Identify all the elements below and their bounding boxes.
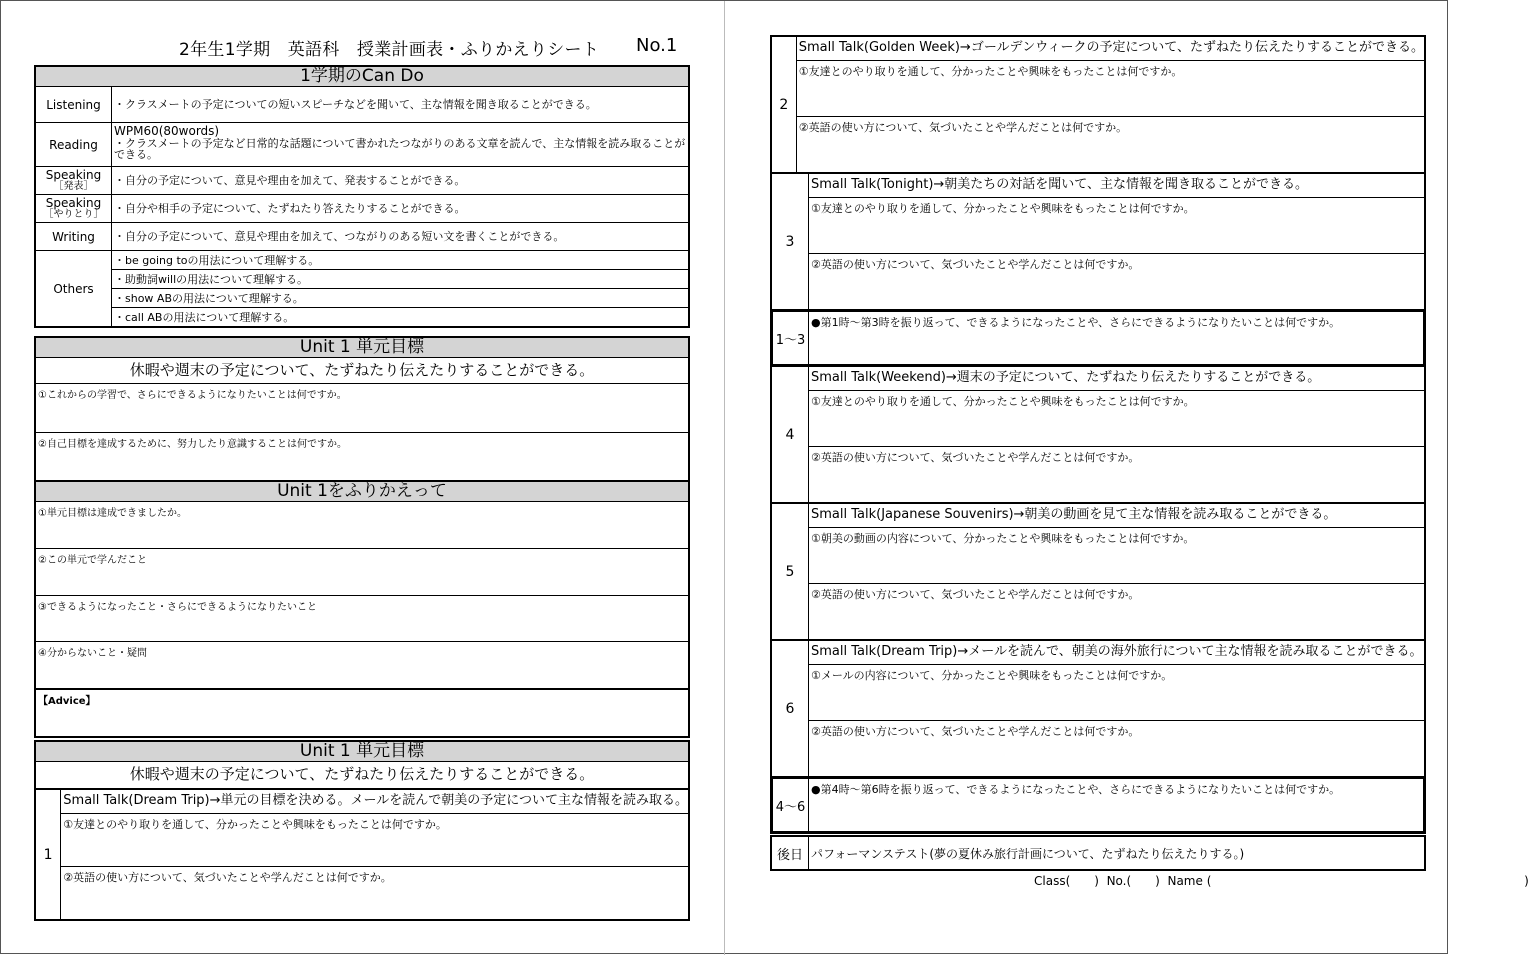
cando-table — [34, 65, 690, 328]
others-item: ・be going toの用法について理解する。 — [114, 254, 320, 267]
lesson-task: Small Talk(Dream Trip)→メールを読んで、朝美の海外旅行について主な情報を読み取ることができる。 — [809, 641, 1424, 665]
lesson-question-1: ①友達とのやり取りを通して、分かったことや興味をもったことは何ですか。 — [811, 202, 1195, 215]
lesson-question-1: ①朝美の動画の内容について、分かったことや興味をもったことは何ですか。 — [811, 532, 1195, 545]
cando-sublabel: ［やりとり］ — [43, 208, 104, 220]
cando-label: Writing — [52, 229, 95, 244]
reflection-heading: Unit 1をふりかえって — [36, 482, 688, 502]
unit-goal-text: 休暇や週末の予定について、たずねたり伝えたりすることができる。 — [36, 358, 688, 384]
advice-field[interactable] — [36, 688, 688, 736]
reflection-question-2: ②この単元で学んだこと — [38, 554, 147, 566]
lesson-question-2: ②英語の使い方について、気づいたことや学んだことは何ですか。 — [63, 871, 392, 884]
lesson-answer-field-2[interactable] — [61, 866, 688, 919]
reflection-question-1: ①単元目標は達成できましたか。 — [38, 508, 187, 519]
review-answer-field[interactable] — [809, 779, 1423, 831]
cando-row-reading — [36, 122, 688, 166]
cando-text: ・クラスメートの予定についての短いスピーチなどを聞いて、主な情報を聞き取ることができる。 — [114, 98, 597, 111]
lesson-task: Small Talk(Japanese Souvenirs)→朝美の動画を見て主な情報を読み取ることができる。 — [809, 504, 1424, 528]
reflection-field-3[interactable] — [36, 595, 688, 642]
performance-test-row — [770, 835, 1426, 871]
cando-row-listening — [36, 87, 688, 122]
reflection-box — [34, 480, 690, 738]
lesson-task: Small Talk(Dream Trip)→単元の目標を決める。メールを読んで朝美の予定について主な情報を読み取る。 — [61, 790, 688, 814]
unit-goal-heading: Unit 1 単元目標 — [36, 338, 688, 358]
lesson-question-1: ①友達とのやり取りを通して、分かったことや興味をもったことは何ですか。 — [798, 65, 1183, 78]
others-item: ・call ABの用法について理解する。 — [112, 307, 688, 326]
lesson-number: 4 — [772, 367, 809, 502]
lesson-task: Small Talk(Weekend)→週末の予定について、たずねたり伝えたりすることができる。 — [809, 367, 1424, 391]
unit-goal-box — [34, 336, 690, 483]
goal-answer-field-2[interactable] — [36, 432, 688, 481]
page-divider — [724, 1, 725, 955]
lesson-answer-field-2[interactable] — [809, 446, 1424, 502]
lesson-answer-field-1[interactable] — [809, 391, 1424, 446]
cando-text: ・クラスメートの予定など日常的な話題について書かれたつながりのある文章を読んで、主な情報を読み取ることができる。 — [114, 137, 686, 161]
lesson-number: 3 — [772, 174, 809, 309]
cando-label: Speaking — [45, 195, 102, 210]
goal-answer-field-1[interactable] — [36, 384, 688, 432]
review-question: ●第1時～第3時を振り返って、できるようになったことや、さらにできるようになりたいことは何ですか。 — [811, 316, 1341, 329]
lesson-answer-field-1[interactable] — [797, 61, 1424, 116]
lesson-3 — [770, 172, 1426, 311]
cando-row-speaking-interaction — [36, 194, 688, 222]
review-4-6 — [770, 776, 1426, 834]
lesson-answer-field-2[interactable] — [797, 116, 1424, 172]
lesson-task: Small Talk(Tonight)→朝美たちの対話を聞いて、主な情報を聞き取ることができる。 — [809, 174, 1424, 198]
reflection-field-1[interactable] — [36, 502, 688, 548]
lesson-question-1: ①友達とのやり取りを通して、分かったことや興味をもったことは何ですか。 — [811, 395, 1195, 408]
lesson-6 — [770, 639, 1426, 778]
student-info-line[interactable]: Class( ) No.( ) Name ( ) — [1034, 874, 1529, 888]
others-item: ・show ABの用法について理解する。 — [112, 288, 688, 307]
review-question: ●第4時～第6時を振り返って、できるようになったことや、さらにできるようになりたいことは何ですか。 — [811, 783, 1341, 796]
document-number: No.1 — [636, 35, 678, 56]
lesson-5 — [770, 502, 1426, 641]
review-1-3 — [770, 309, 1426, 367]
later-label: 後日 — [772, 837, 809, 869]
lesson-2 — [770, 35, 1426, 174]
lesson-answer-field-1[interactable] — [809, 665, 1424, 720]
cando-sublabel: ［発表］ — [53, 180, 94, 192]
lesson-number: 2 — [772, 37, 797, 172]
lesson-number: 1 — [36, 790, 61, 919]
unit-goal-box-2 — [34, 740, 690, 790]
lesson-number: 5 — [772, 504, 809, 639]
cando-text: ・自分の予定について、意見や理由を加えて、つながりのある短い文を書くことができる。 — [114, 230, 565, 243]
reflection-question-4: ④分からないこと・疑問 — [38, 648, 147, 660]
lesson-question-1: ①友達とのやり取りを通して、分かったことや興味をもったことは何ですか。 — [63, 818, 447, 831]
lesson-question-2: ②英語の使い方について、気づいたことや学んだことは何ですか。 — [811, 725, 1140, 738]
lesson-question-2: ②英語の使い方について、気づいたことや学んだことは何ですか。 — [811, 258, 1140, 271]
unit-goal-text-2: 休暇や週末の予定について、たずねたり伝えたりすることができる。 — [129, 765, 595, 783]
lesson-answer-field-1[interactable] — [809, 198, 1424, 253]
reflection-field-4[interactable] — [36, 641, 688, 688]
worksheet-title: 2年生1学期 英語科 授業計画表・ふりかえりシート — [179, 40, 600, 60]
lesson-answer-field-1[interactable] — [61, 814, 688, 866]
lesson-task: Small Talk(Golden Week)→ゴールデンウィークの予定について、たずねたり伝えたりすることができる。 — [797, 37, 1424, 61]
review-range: 1～3 — [773, 312, 809, 364]
cando-text: ・自分の予定について、意見や理由を加えて、発表することができる。 — [114, 174, 466, 187]
cando-heading: 1学期のCan Do — [36, 67, 688, 87]
lesson-4 — [770, 365, 1426, 504]
cando-text: ・自分や相手の予定について、たずねたり答えたりすることができる。 — [114, 202, 466, 215]
lesson-question-2: ②英語の使い方について、気づいたことや学んだことは何ですか。 — [798, 121, 1128, 134]
cando-label: Others — [53, 281, 94, 296]
lesson-question-1: ①メールの内容について、分かったことや興味をもったことは何ですか。 — [811, 669, 1173, 682]
cando-row-speaking-presentation — [36, 166, 688, 194]
performance-test-text: パフォーマンステスト(夢の夏休み旅行計画について、たずねたり伝えたりする。) — [811, 846, 1245, 861]
others-item: ・助動詞willの用法について理解する。 — [112, 269, 688, 288]
review-answer-field[interactable] — [809, 312, 1423, 364]
cando-row-others — [36, 250, 688, 326]
cando-label: Reading — [49, 137, 98, 152]
cando-text-wpm: WPM60(80words) — [114, 124, 220, 138]
lesson-answer-field-2[interactable] — [809, 583, 1424, 639]
lesson-answer-field-1[interactable] — [809, 528, 1424, 583]
lesson-number: 6 — [772, 641, 809, 776]
review-range: 4～6 — [773, 779, 809, 831]
cando-row-writing — [36, 222, 688, 250]
reflection-field-2[interactable] — [36, 548, 688, 595]
lesson-answer-field-2[interactable] — [809, 720, 1424, 776]
lesson-question-2: ②英語の使い方について、気づいたことや学んだことは何ですか。 — [811, 451, 1140, 464]
lesson-1 — [34, 788, 690, 921]
reflection-question-3: ③できるようになったこと・さらにできるようになりたいこと — [38, 601, 317, 613]
goal-question-2: ②自己目標を達成するために、努力したり意識することは何ですか。 — [38, 439, 347, 450]
lesson-answer-field-2[interactable] — [809, 253, 1424, 309]
goal-question-1: ①これからの学習で、さらにできるようになりたいことは何ですか。 — [38, 390, 347, 401]
cando-label: Listening — [46, 97, 101, 112]
lesson-question-2: ②英語の使い方について、気づいたことや学んだことは何ですか。 — [811, 588, 1140, 601]
advice-label: 【Advice】 — [38, 696, 96, 708]
cando-label: Speaking — [45, 167, 102, 182]
unit-goal-heading-2: Unit 1 単元目標 — [36, 742, 688, 762]
